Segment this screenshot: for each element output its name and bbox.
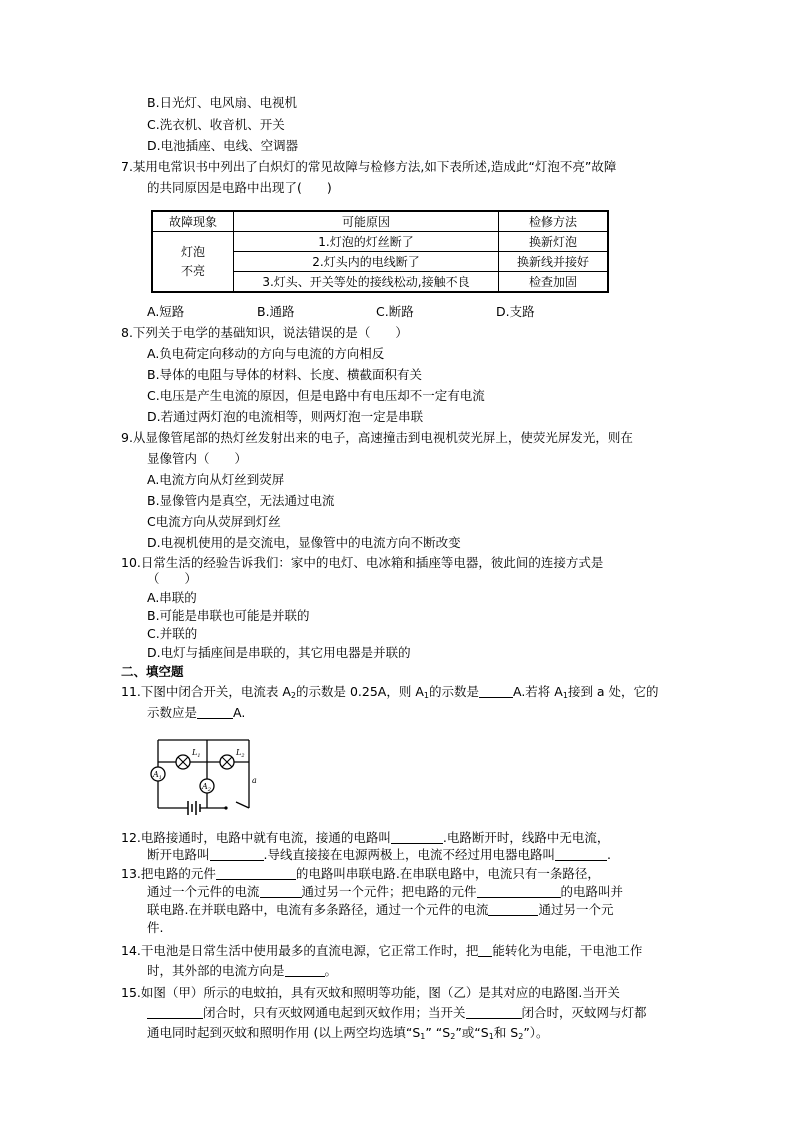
- answer-blank[interactable]: [488, 903, 538, 916]
- q14-text: 14.干电池是日常生活中使用最多的直流电源，它正常工作时，把: [121, 943, 479, 958]
- q15-line2: [147, 1005, 647, 1021]
- q12-text: .: [607, 847, 611, 862]
- q15-sub: 2: [450, 1032, 456, 1041]
- q15-sub: 1: [420, 1032, 426, 1041]
- table-cell-cause: 1.灯泡的灯丝断了: [234, 232, 499, 252]
- q14-line2: [147, 963, 337, 979]
- q14-text: 。: [324, 963, 338, 978]
- q15-text: ”或“S: [455, 1025, 489, 1040]
- answer-blank[interactable]: [216, 867, 296, 880]
- answer-blank[interactable]: [477, 885, 561, 898]
- q9-option-b: B.显像管内是真空，无法通过电流: [147, 493, 335, 508]
- q15-text: 闭合时，灭蚊网与灯都: [521, 1005, 647, 1020]
- q6-option-c: C.洗衣机、收音机、开关: [147, 117, 285, 132]
- table-header: 检修方法: [499, 211, 609, 232]
- table-cell-cause: 3.灯头、开关等处的接线松动,接触不良: [234, 272, 499, 293]
- fault-table: [151, 210, 609, 293]
- q12-text: .电路断开时，线路中无电流，: [442, 830, 610, 845]
- circuit-diagram: [150, 735, 262, 819]
- q15-text: ” “S: [425, 1025, 451, 1040]
- q8-stem: 8.下列关于电学的基础知识，说法错误的是（ ）: [121, 325, 408, 340]
- table-header: 故障现象: [152, 211, 234, 232]
- answer-blank[interactable]: [478, 944, 492, 957]
- q12-line1: [121, 830, 609, 846]
- q9-stem-line1: 9.从显像管尾部的热灯丝发射出来的电子，高速撞击到电视机荧光屏上，使荧光屏发光，则在: [121, 430, 633, 445]
- answer-blank[interactable]: [260, 885, 302, 898]
- q15-sub: 1: [488, 1032, 494, 1041]
- q7-stem-line1: 7.某用电常识书中列出了白炽灯的常见故障与检修方法,如下表所述,造成此“灯泡不亮”故障: [121, 159, 617, 174]
- symptom-line2: 不亮: [180, 263, 205, 278]
- answer-blank[interactable]: [147, 1006, 203, 1019]
- answer-blank[interactable]: [197, 706, 233, 719]
- q11-text: A.若将 A: [513, 684, 563, 699]
- table-cell-fix: 换新灯泡: [499, 232, 609, 252]
- q15-text: ”）。: [523, 1025, 549, 1040]
- q14-line1: [121, 943, 642, 959]
- q15-text: 和 S: [493, 1025, 519, 1040]
- q9-option-a: A.电流方向从灯丝到荧屏: [147, 472, 285, 487]
- answer-blank[interactable]: [555, 848, 607, 861]
- q14-text: 时，其外部的电流方向是: [147, 963, 285, 978]
- q13-text: 通过另一个元件；把电路的元件: [301, 884, 477, 899]
- q11-sub: 2: [290, 691, 296, 700]
- q10-option-b: B.可能是串联也可能是并联的: [147, 608, 310, 623]
- q13-text: 联电路.在并联电路中，电流有多条路径，通过一个元件的电流: [147, 902, 489, 917]
- q15-line1: 15.如图（甲）所示的电蚊拍，具有灭蚊和照明等功能，图（乙）是其对应的电路图.当开关: [121, 985, 620, 1000]
- q13-text: 通过另一个元: [538, 902, 614, 917]
- q11-text: 11.下图中闭合开关，电流表 A: [121, 684, 291, 699]
- q9-option-c: C电流方向从荧屏到灯丝: [147, 514, 281, 529]
- q11-stem-line2: [147, 705, 245, 721]
- l2-label: $L_2$: [236, 748, 245, 759]
- table-cell-cause: 2.灯头内的电线断了: [234, 252, 499, 272]
- q6-option-d: D.电池插座、电线、空调器: [147, 138, 299, 153]
- answer-blank[interactable]: [391, 831, 443, 844]
- q15-text: 闭合时，只有灭蚊网通电起到灭蚊作用；当开关: [203, 1005, 466, 1020]
- a2-label: $A_2$: [202, 782, 211, 793]
- q10-stem-line1: 10.日常生活的经验告诉我们：家中的电灯、电冰箱和插座等电器，彼此间的连接方式是: [121, 555, 604, 570]
- q8-option-d: D.若通过两灯泡的电流相等，则两灯泡一定是串联: [147, 409, 424, 424]
- q12-text: 12.电路接通时，电路中就有电流，接通的电路叫: [121, 830, 391, 845]
- q11-stem-line1: [121, 684, 659, 704]
- q12-text: 断开电路叫: [147, 847, 210, 862]
- q13-line2: [147, 884, 623, 900]
- q10-option-a: A.串联的: [147, 590, 197, 605]
- q10-option-d: D.电灯与插座间是串联的，其它用电器是并联的: [147, 645, 411, 660]
- q7-option-b: B.通路: [257, 304, 295, 319]
- q7-option-d: D.支路: [496, 304, 535, 319]
- q13-text: 13.把电路的元件: [121, 866, 216, 881]
- table-cell-fix: 换新线并接好: [499, 252, 609, 272]
- q13-line1: [121, 866, 600, 882]
- q11-sub: 1: [562, 691, 568, 700]
- q13-text: 通过一个元件的电流: [147, 884, 260, 899]
- q11-text: 的示数是 0.25A，则 A: [296, 684, 424, 699]
- a1-label: $A_1$: [153, 770, 162, 781]
- section-heading-fill-in: 二、填空题: [121, 664, 184, 679]
- answer-blank[interactable]: [285, 964, 325, 977]
- q12-line2: [147, 847, 611, 863]
- q13-text: 的电路叫并: [560, 884, 624, 899]
- symptom-line1: 灯泡: [180, 244, 205, 259]
- answer-blank[interactable]: [466, 1006, 522, 1019]
- q11-text: A.: [233, 705, 246, 720]
- table-cell-fix: 检查加固: [499, 272, 609, 293]
- q9-option-d: D.电视机使用的是交流电，显像管中的电流方向不断改变: [147, 535, 461, 550]
- q6-option-b: B.日光灯、电风扇、电视机: [147, 95, 298, 110]
- q11-sub: 1: [423, 691, 429, 700]
- answer-blank[interactable]: [210, 848, 264, 861]
- table-header: 可能原因: [234, 211, 499, 232]
- q15-text: 通电同时起到灭蚊和照明作用 (以上两空均选填“S: [147, 1025, 421, 1040]
- table-row: [152, 232, 608, 252]
- q13-line3: [147, 902, 614, 918]
- q7-option-a: A.短路: [147, 304, 185, 319]
- q15-sub: 2: [518, 1032, 524, 1041]
- q11-text: 接到 a 处，它的: [567, 684, 659, 699]
- table-cell-symptom: [152, 232, 234, 293]
- q10-option-c: C.并联的: [147, 626, 198, 641]
- q8-option-c: C.电压是产生电流的原因，但是电路中有电压却不一定有电流: [147, 388, 485, 403]
- q13-line4: 件.: [147, 920, 164, 935]
- q11-text: 示数应是: [147, 705, 198, 720]
- q12-text: .导线直接接在电源两极上，电流不经过用电器电路叫: [263, 847, 555, 862]
- table-header-row: [152, 211, 608, 232]
- q7-option-c: C.断路: [376, 304, 414, 319]
- q11-text: 的示数是: [428, 684, 479, 699]
- q14-text: 能转化为电能，干电池工作: [492, 943, 643, 958]
- q13-text: 的电路叫串联电路.在串联电路中，电流只有一条路径，: [295, 866, 600, 881]
- q8-option-a: A.负电荷定向移动的方向与电流的方向相反: [147, 346, 385, 361]
- answer-blank[interactable]: [479, 685, 513, 698]
- q7-stem-line2: 的共同原因是电路中出现了( ): [147, 180, 332, 195]
- point-a-label: a: [252, 776, 257, 785]
- q15-line3: [147, 1025, 549, 1045]
- q8-option-b: B.导体的电阻与导体的材料、长度、横截面积有关: [147, 367, 423, 382]
- l1-label: $L_1$: [192, 748, 201, 759]
- q10-stem-line2: （ ）: [147, 571, 198, 586]
- q9-stem-line2: 显像管内（ ）: [147, 451, 248, 466]
